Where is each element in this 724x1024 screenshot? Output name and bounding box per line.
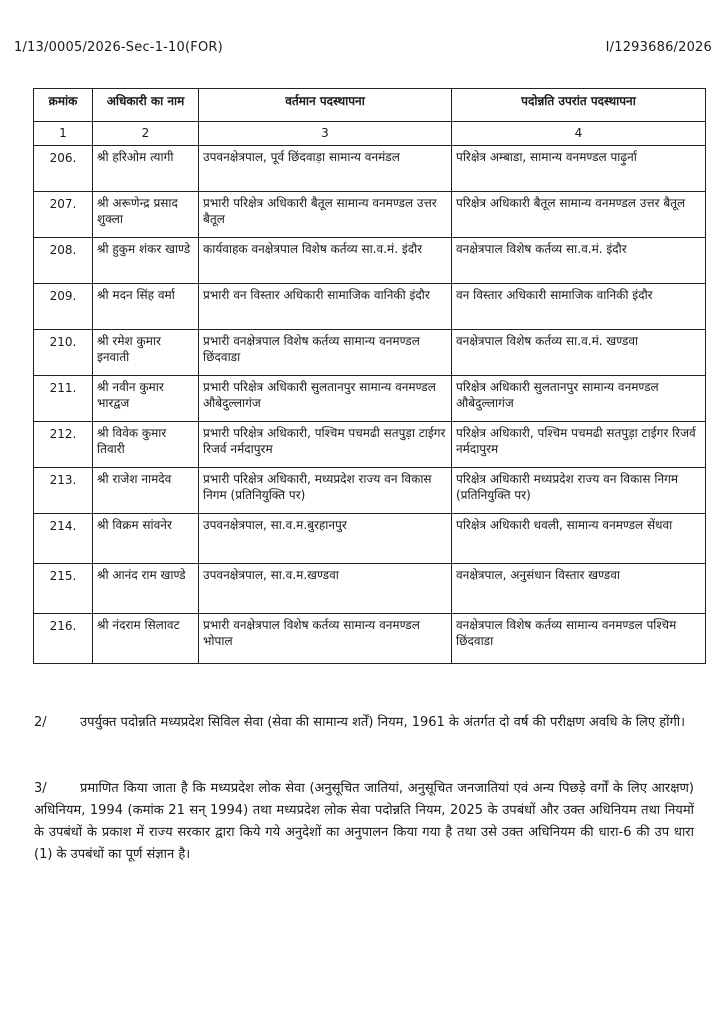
table-row [34, 422, 706, 468]
promoted-posting: परिक्षेत्र अम्बाडा, सामान्य वनमण्डल पाढ़ुर्ना [452, 146, 706, 192]
table-header-row [34, 89, 706, 122]
serial-number: 208. [34, 238, 93, 284]
table-row [34, 238, 706, 284]
table-row [34, 468, 706, 514]
officer-name: श्री रमेश कुमार इनवाती [93, 330, 199, 376]
officer-name: श्री नवीन कुमार भारद्वज [93, 376, 199, 422]
column-number: 2 [93, 122, 199, 146]
serial-number: 213. [34, 468, 93, 514]
officer-name: श्री मदन सिंह वर्मा [93, 284, 199, 330]
current-posting: कार्यवाहक वनक्षेत्रपाल विशेष कर्तव्य सा.व.मं. इंदौर [199, 238, 452, 284]
current-posting: उपवनक्षेत्रपाल, सा.व.म.खण्डवा [199, 564, 452, 614]
paragraph-certification [34, 778, 694, 866]
header-serial: क्रमांक [34, 89, 93, 122]
column-number: 4 [452, 122, 706, 146]
current-posting: प्रभारी वनक्षेत्रपाल विशेष कर्तव्य सामान्य वनमण्डल छिंदवाडा [199, 330, 452, 376]
officer-name: श्री विवेक कुमार तिवारी [93, 422, 199, 468]
officer-name: श्री आनंद राम खाण्डे [93, 564, 199, 614]
serial-number: 211. [34, 376, 93, 422]
promoted-posting: परिक्षेत्र अधिकारी, पश्चिम पचमढी सतपुड़ा टाईगर रिजर्व नर्मदापुरम [452, 422, 706, 468]
current-posting: प्रभारी परिक्षेत्र अधिकारी सुलतानपुर सामान्य वनमण्डल औबेदुल्लागंज [199, 376, 452, 422]
serial-number: 209. [34, 284, 93, 330]
promoted-posting: वनक्षेत्रपाल विशेष कर्तव्य सा.व.मं. खण्डवा [452, 330, 706, 376]
paragraph-text: उपर्युक्त पदोन्नति मध्यप्रदेश सिविल सेवा (सेवा की सामान्य शर्तें) नियम, 1961 के अंतर्गत दो वर्ष की परीक्षण अवधि के लिए होंगी। [80, 715, 686, 730]
serial-number: 207. [34, 192, 93, 238]
table-row [34, 376, 706, 422]
table-row [34, 614, 706, 664]
table-row [34, 192, 706, 238]
current-posting: प्रभारी वनक्षेत्रपाल विशेष कर्तव्य सामान्य वनमण्डल भोपाल [199, 614, 452, 664]
officer-name: श्री नंदराम सिलावट [93, 614, 199, 664]
promoted-posting: वनक्षेत्रपाल विशेष कर्तव्य सामान्य वनमण्डल पश्चिम छिंदवाडा [452, 614, 706, 664]
file-reference: 1/13/0005/2026-Sec-1-10(FOR) [14, 40, 223, 55]
column-number-row [34, 122, 706, 146]
current-posting: उपवनक्षेत्रपाल, पूर्व छिंदवाड़ा सामान्य वनमंडल [199, 146, 452, 192]
promoted-posting: परिक्षेत्र अधिकारी मध्यप्रदेश राज्य वन विकास निगम (प्रतिनियुक्ति पर) [452, 468, 706, 514]
promoted-posting: वनक्षेत्रपाल, अनुसंधान विस्तार खण्डवा [452, 564, 706, 614]
current-posting: प्रभारी परिक्षेत्र अधिकारी, पश्चिम पचमढी सतपुड़ा टाईगर रिजर्व नर्मदापुरम [199, 422, 452, 468]
serial-number: 214. [34, 514, 93, 564]
paragraph-number: 2/ [34, 715, 47, 730]
officer-name: श्री राजेश नामदेव [93, 468, 199, 514]
promoted-posting: परिक्षेत्र अधिकारी बैतूल सामान्य वनमण्डल उत्तर बैतूल [452, 192, 706, 238]
current-posting: उपवनक्षेत्रपाल, सा.व.म.बुरहानपुर [199, 514, 452, 564]
table-row [34, 330, 706, 376]
paragraph-probation [34, 712, 694, 734]
current-posting: प्रभारी वन विस्तार अधिकारी सामाजिक वानिकी इंदौर [199, 284, 452, 330]
table-row [34, 284, 706, 330]
column-number: 1 [34, 122, 93, 146]
promoted-posting: परिक्षेत्र अधिकारी धवली, सामान्य वनमण्डल सेंधवा [452, 514, 706, 564]
header-officer-name: अधिकारी का नाम [93, 89, 199, 122]
table-row [34, 564, 706, 614]
promoted-posting: वन विस्तार अधिकारी सामाजिक वानिकी इंदौर [452, 284, 706, 330]
officer-name: श्री अरूणेन्द्र प्रसाद शुक्ला [93, 192, 199, 238]
serial-number: 215. [34, 564, 93, 614]
promoted-posting: परिक्षेत्र अधिकारी सुलतानपुर सामान्य वनमण्डल औबेदुल्लागंज [452, 376, 706, 422]
officer-name: श्री हरिओम त्यागी [93, 146, 199, 192]
column-number: 3 [199, 122, 452, 146]
serial-number: 212. [34, 422, 93, 468]
header-post-promotion-posting: पदोन्नति उपरांत पदस्थापना [452, 89, 706, 122]
current-posting: प्रभारी परिक्षेत्र अधिकारी बैतूल सामान्य वनमण्डल उत्तर बैतूल [199, 192, 452, 238]
promotion-table [33, 88, 706, 664]
officer-name: श्री विक्रम सांवनेर [93, 514, 199, 564]
paragraph-number: 3/ [34, 781, 47, 796]
current-posting: प्रभारी परिक्षेत्र अधिकारी, मध्यप्रदेश राज्य वन विकास निगम (प्रतिनियुक्ति पर) [199, 468, 452, 514]
table-row [34, 514, 706, 564]
officer-name: श्री हुकुम शंकर खाण्डे [93, 238, 199, 284]
document-reference: I/1293686/2026 [605, 40, 712, 55]
serial-number: 216. [34, 614, 93, 664]
serial-number: 210. [34, 330, 93, 376]
paragraph-text: प्रमाणित किया जाता है कि मध्यप्रदेश लोक सेवा (अनुसूचित जातियां, अनुसूचित जनजातियां एवं अन्य पिछड़े वर्गों के लिए आरक्षण) अधिनियम, 1994 (कमांक 21 सन् 1994) तथा मध्यप्रदेश लोक सेवा पदोन्नति नियम, 2025 के उपबंधों और उक्त अधिनियम तथा नियमों के उपबंधों के प्रकाश में राज्य सरकार द्वारा किये गये अनुदेशों का अनुपालन किया गया है तथा उसे उक्त अधिनियम की धारा-6 की उप धारा (1) के उपबंधों का पूर्ण संज्ञान है। [34, 781, 694, 862]
serial-number: 206. [34, 146, 93, 192]
table-row [34, 146, 706, 192]
promoted-posting: वनक्षेत्रपाल विशेष कर्तव्य सा.व.मं. इंदौर [452, 238, 706, 284]
header-current-posting: वर्तमान पदस्थापना [199, 89, 452, 122]
